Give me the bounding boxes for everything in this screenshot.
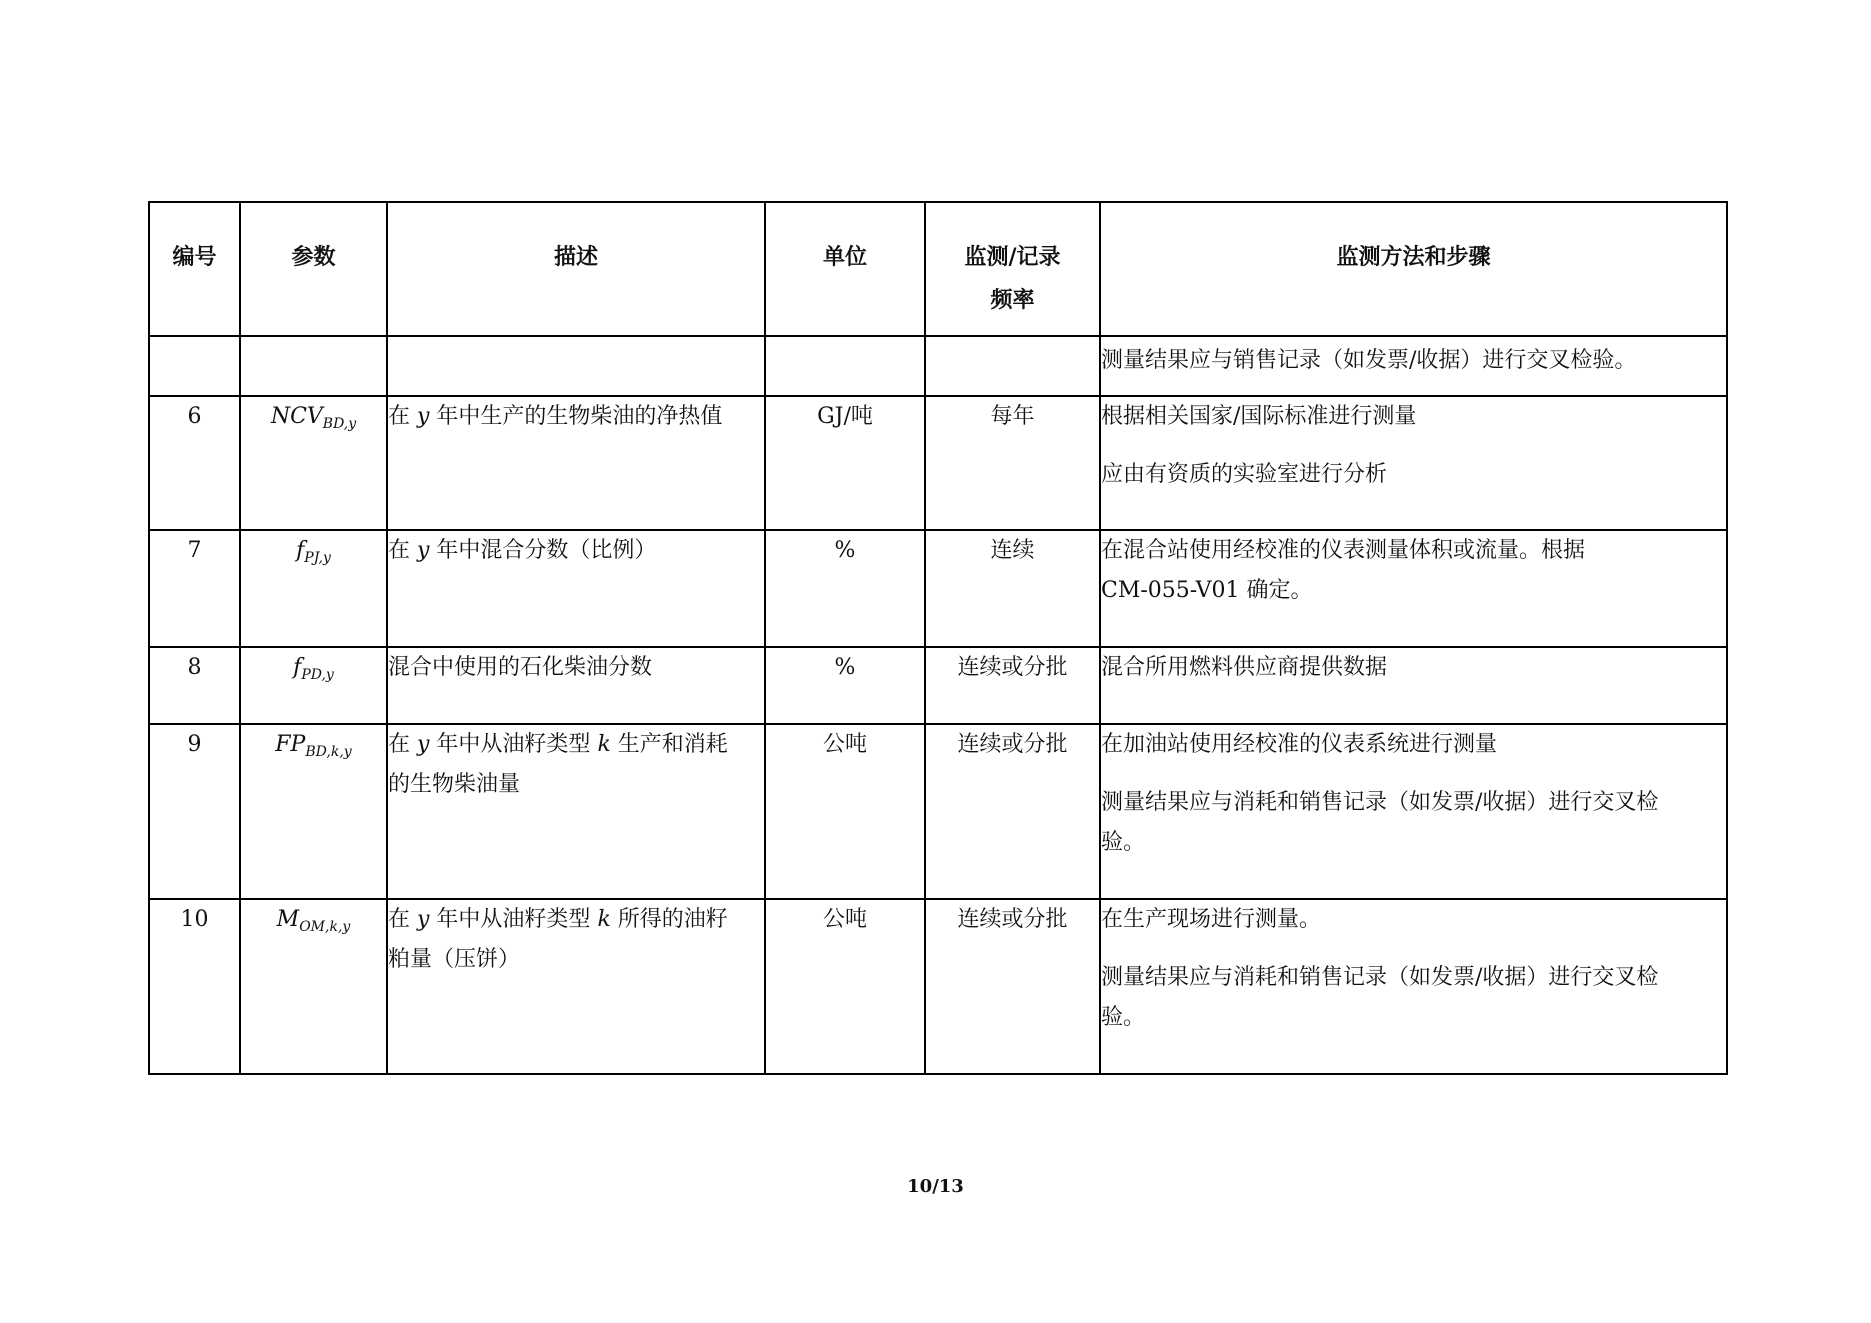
cell-number <box>149 899 240 1074</box>
unit-text: 公吨 <box>822 732 867 757</box>
cell-number <box>149 647 240 724</box>
param-symbol-sub: BD,y <box>322 416 357 432</box>
table-row-8 <box>149 647 1727 724</box>
cell-desc-empty <box>387 336 765 396</box>
desc-text: 的生物柴油量 <box>388 772 521 797</box>
method-text: 验。 <box>1101 1005 1146 1030</box>
row-number: 10 <box>180 907 209 932</box>
unit-text: GJ/吨 <box>817 404 873 429</box>
desc-part: 生产和消耗 <box>610 732 728 757</box>
table-header-row <box>149 202 1727 336</box>
row-number: 8 <box>187 655 202 680</box>
desc-text <box>388 397 764 437</box>
row-number: 6 <box>187 404 202 429</box>
monitoring-parameters-table <box>148 201 1728 1075</box>
param-symbol-main: f <box>293 655 302 680</box>
table-row-10 <box>149 899 1727 1074</box>
desc-part: 在 <box>388 538 417 563</box>
param-symbol-main: NCV <box>270 404 323 429</box>
header-method: 监测方法和步骤 <box>1100 202 1727 336</box>
method-text: CM-055-V01 确定。 <box>1101 578 1313 603</box>
desc-text: 粕量（压饼） <box>388 947 521 972</box>
cell-unit-empty <box>765 336 925 396</box>
table-row-6 <box>149 396 1727 530</box>
frequency-text: 连续或分批 <box>957 907 1068 932</box>
cell-desc <box>387 396 765 530</box>
cell-desc <box>387 530 765 647</box>
unit-text: % <box>834 538 856 563</box>
cell-frequency <box>925 647 1100 724</box>
cell-param <box>240 899 387 1074</box>
cell-method <box>1100 899 1727 1074</box>
header-unit: 单位 <box>765 202 925 336</box>
frequency-text: 连续或分批 <box>957 732 1068 757</box>
desc-part: 年中混合分数（比例） <box>429 538 657 563</box>
frequency-text: 连续或分批 <box>957 655 1068 680</box>
desc-part: 年中从油籽类型 <box>429 907 598 932</box>
desc-variable: k <box>597 732 611 757</box>
param-symbol-main: M <box>276 907 300 932</box>
table-row-9 <box>149 724 1727 899</box>
row-number: 9 <box>187 732 202 757</box>
method-text: 在混合站使用经校准的仪表测量体积或流量。根据 <box>1101 538 1586 563</box>
table-row-continuation <box>149 336 1727 396</box>
method-text: 测量结果应与消耗和销售记录（如发票/收据）进行交叉检 <box>1101 965 1659 990</box>
param-symbol <box>241 900 386 947</box>
desc-part: 在 <box>388 404 417 429</box>
desc-part: 在 <box>388 907 417 932</box>
cell-param <box>240 724 387 899</box>
frequency-text: 每年 <box>990 404 1035 429</box>
method-text: 测量结果应与销售记录（如发票/收据）进行交叉检验。 <box>1101 348 1637 373</box>
desc-part: 所得的油籽 <box>610 907 728 932</box>
header-frequency-line2: 频率 <box>990 287 1035 313</box>
method-text: 根据相关国家/国际标准进行测量 <box>1101 404 1417 429</box>
header-frequency <box>925 202 1100 336</box>
method-text: 在加油站使用经校准的仪表系统进行测量 <box>1101 732 1498 757</box>
desc-text: 混合中使用的石化柴油分数 <box>388 655 653 680</box>
cell-frequency <box>925 530 1100 647</box>
cell-unit <box>765 647 925 724</box>
header-parameter: 参数 <box>240 202 387 336</box>
cell-number <box>149 724 240 899</box>
unit-text: % <box>834 655 856 680</box>
desc-variable: y <box>417 907 430 932</box>
param-symbol <box>241 531 386 578</box>
cell-unit <box>765 724 925 899</box>
cell-param <box>240 647 387 724</box>
cell-desc <box>387 724 765 899</box>
method-text: 应由有资质的实验室进行分析 <box>1101 462 1388 487</box>
param-symbol-sub: PD,y <box>301 667 334 683</box>
method-text: 在生产现场进行测量。 <box>1101 907 1322 932</box>
cell-param <box>240 396 387 530</box>
desc-text <box>388 725 764 765</box>
cell-method <box>1100 724 1727 899</box>
cell-number-empty <box>149 336 240 396</box>
param-symbol <box>241 397 386 444</box>
desc-part: 年中从油籽类型 <box>429 732 598 757</box>
table-row-7 <box>149 530 1727 647</box>
cell-frequency-empty <box>925 336 1100 396</box>
desc-part: 年中生产的生物柴油的净热值 <box>429 404 723 429</box>
cell-unit <box>765 396 925 530</box>
unit-text: 公吨 <box>822 907 867 932</box>
param-symbol-sub: BD,k,y <box>305 744 352 760</box>
cell-frequency <box>925 396 1100 530</box>
method-text: 测量结果应与消耗和销售记录（如发票/收据）进行交叉检 <box>1101 790 1659 815</box>
method-text: 验。 <box>1101 830 1146 855</box>
cell-method <box>1100 530 1727 647</box>
cell-method <box>1100 396 1727 530</box>
desc-variable: y <box>417 732 430 757</box>
method-text: 混合所用燃料供应商提供数据 <box>1101 655 1388 680</box>
cell-frequency <box>925 899 1100 1074</box>
desc-text <box>388 900 764 940</box>
header-number: 编号 <box>149 202 240 336</box>
param-symbol-sub: PJ,y <box>304 550 331 566</box>
desc-part: 在 <box>388 732 417 757</box>
cell-param-empty <box>240 336 387 396</box>
cell-method <box>1100 336 1727 396</box>
desc-variable: k <box>597 907 611 932</box>
cell-param <box>240 530 387 647</box>
cell-number <box>149 396 240 530</box>
param-symbol <box>241 648 386 695</box>
param-symbol <box>241 725 386 772</box>
cell-frequency <box>925 724 1100 899</box>
row-number: 7 <box>187 538 202 563</box>
param-symbol-sub: OM,k,y <box>299 919 351 935</box>
header-frequency-line1: 监测/记录 <box>964 244 1061 270</box>
cell-method <box>1100 647 1727 724</box>
frequency-text: 连续 <box>990 538 1035 563</box>
cell-unit <box>765 530 925 647</box>
desc-text <box>388 531 764 571</box>
cell-unit <box>765 899 925 1074</box>
desc-variable: y <box>417 404 430 429</box>
desc-variable: y <box>417 538 430 563</box>
header-description: 描述 <box>387 202 765 336</box>
cell-number <box>149 530 240 647</box>
param-symbol-main: FP <box>275 732 306 757</box>
param-symbol-main: f <box>296 538 305 563</box>
page-number: 10/13 <box>907 1176 964 1197</box>
cell-desc <box>387 899 765 1074</box>
cell-desc <box>387 647 765 724</box>
